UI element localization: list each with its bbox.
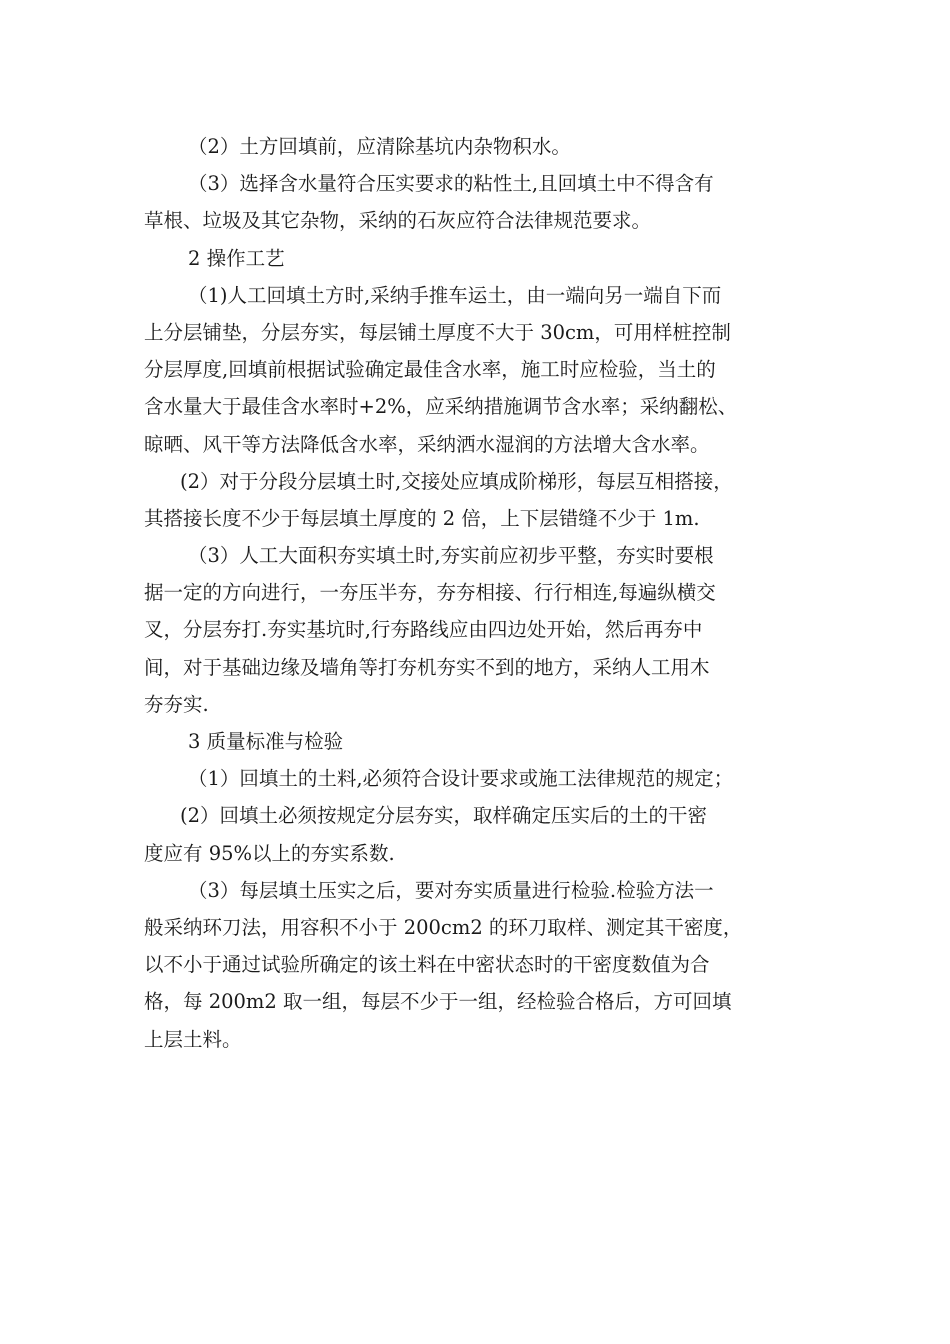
text-line: 上层土料。 <box>144 1027 242 1051</box>
text-line: 其搭接长度不少于每层填土厚度的 2 倍，上下层错缝不少于 1m. <box>144 506 700 530</box>
text-line: 般采纳环刀法，用容积不小于 200cm2 的环刀取样、测定其干密度， <box>144 915 743 939</box>
text-line: 2 操作工艺 <box>188 246 285 270</box>
text-line: （2）土方回填前，应清除基坑内杂物积水。 <box>188 135 571 158</box>
text-line: 格，每 200m2 取一组，每层不少于一组，经检验合格后，方可回填 <box>144 990 732 1014</box>
text-line: 以不小于通过试验所确定的该土料在中密状态时的干密度数值为合 <box>144 953 710 977</box>
text-line: (2）回填土必须按规定分层夯实，取样确定压实后的土的干密 <box>180 804 708 828</box>
text-line: （1)人工回填土方时,采纳手推车运土，由一端向另一端自下而 <box>188 283 722 307</box>
text-line: 3 质量标准与检验 <box>188 730 344 753</box>
text-line: 晾晒、风干等方法降低含水率，采纳洒水湿润的方法增大含水率。 <box>144 432 710 456</box>
text-line: 叉，分层夯打.夯实基坑时,行夯路线应由四边处开始，然后再夯中 <box>144 618 703 642</box>
text-line: （3）人工大面积夯实填土时,夯实前应初步平整，夯实时要根 <box>188 544 714 568</box>
text-line: 草根、垃圾及其它杂物，采纳的石灰应符合法律规范要求。 <box>144 209 652 233</box>
text-line: 含水量大于最佳含水率时+2%，应采纳措施调节含水率；采纳翻松、 <box>144 395 738 419</box>
document-body <box>144 128 810 1058</box>
text-line: （1）回填土的土料,必须符合设计要求或施工法律规范的规定； <box>188 767 734 791</box>
text-line: 据一定的方向进行，一夯压半夯，夯夯相接、行行相连,每遍纵横交 <box>144 581 716 605</box>
text-line: 分层厚度,回填前根据试验确定最佳含水率，施工时应检验，当土的 <box>144 358 716 382</box>
text-line: （3）选择含水量符合压实要求的粘性土,且回填土中不得含有 <box>188 172 714 196</box>
text-line: 夯夯实. <box>144 692 209 716</box>
text-line: （3）每层填土压实之后，要对夯实质量进行检验.检验方法一 <box>188 878 714 902</box>
text-line: (2）对于分段分层填土时,交接处应填成阶梯形，每层互相搭接， <box>180 469 733 493</box>
text-line: 上分层铺垫，分层夯实，每层铺土厚度不大于 30cm，可用样桩控制 <box>144 320 731 344</box>
text-line: 间，对于基础边缘及墙角等打夯机夯实不到的地方，采纳人工用木 <box>144 655 710 679</box>
text-line: 度应有 95%以上的夯实系数. <box>144 841 395 865</box>
